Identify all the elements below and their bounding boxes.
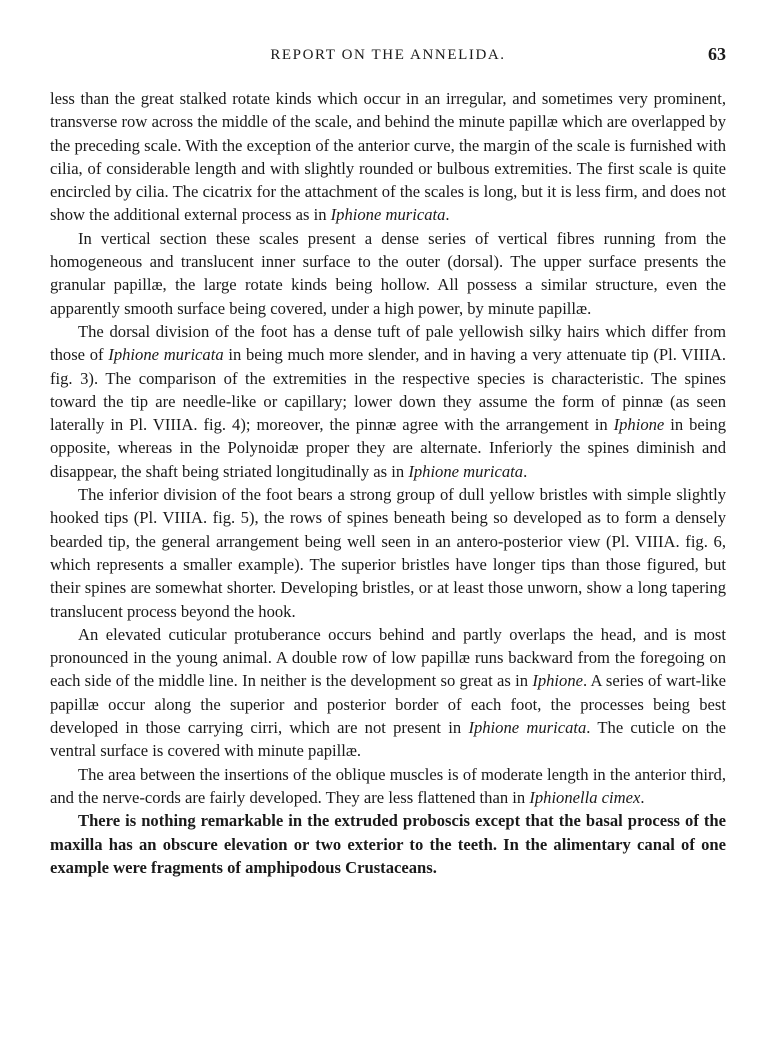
- text-run: There is nothing remarkable in the extruded proboscis except that the basal process of the maxilla has an obscure elevation or two exterior to the teeth. In the alimentary canal of one example were fragments of amphipodous Crustaceans.: [50, 811, 726, 877]
- running-title: REPORT ON THE ANNELIDA.: [270, 47, 506, 63]
- text-run: .: [523, 461, 528, 481]
- paragraph: [50, 87, 726, 227]
- text-run: .: [445, 205, 450, 225]
- text-run: In vertical section these scales present a dense series of vertical fibres running from the homogeneous and translucent inner surface to the outer (dorsal). The upper surface presents the granular papillæ, the large rotate kinds being hollow. All possess a similar structure, even the apparently smooth surface being covered, under a high power, by minute papillæ.: [50, 228, 726, 318]
- paragraph: [50, 623, 726, 763]
- italic-term: Iphione muricata: [330, 205, 446, 225]
- text-run: in being much more slender, and in having a very attenuate tip (Pl. VIIIA. fig. 3). The comparison of the extremities in the respective species is characteristic. The spines toward the tip are needle-like or capillary; lower down they assume the form of pinnæ (as seen laterally in Pl. VIIIA. fig. 4); moreover, the pinnæ agree with the arrangement in: [50, 345, 726, 435]
- text-run: An elevated cuticular protuberance occurs behind and partly overlaps the head, and is most pronounced in the young animal. A double row of low papillæ runs backward from the foregoing on each side of the middle line. In neither is the development so great as in: [50, 624, 726, 691]
- paragraph: [50, 483, 726, 623]
- text-run: . The cuticle on the ventral surface is covered with minute papillæ.: [50, 718, 726, 761]
- italic-term: Iphione muricata: [408, 461, 524, 481]
- text-run: The dorsal division of the foot has a dense tuft of pale yellowish silky hairs which differ from those of: [50, 321, 726, 365]
- italic-term: Iphione muricata: [108, 345, 224, 365]
- text-run: in being opposite, whereas in the Polynoidæ proper they are alternate. Inferiorly the spines diminish and disappear, the shaft being striated longitudinally as in: [50, 415, 726, 481]
- text-run: . A series of wart-like papillæ occur along the superior and posterior border of each foot, the processes being best developed in those carrying cirri, which are not present in: [50, 671, 726, 738]
- paragraph: [50, 320, 726, 483]
- paragraph: [50, 227, 726, 320]
- running-head: [50, 44, 726, 68]
- text-run: less than the great stalked rotate kinds which occur in an irregular, and sometimes very prominent, transverse row across the middle of the scale, and behind the minute papillæ which are overlapped by the preceding scale. With the exception of the anterior curve, the margin of the scale is furnished with cilia, of considerable length and with slightly rounded or bulbous extremities. The first scale is quite encircled by cilia. The cicatrix for the attachment of the scales is long, but it is less firm, and does not show the additional external process as in: [50, 89, 726, 225]
- italic-term: Iphione: [613, 415, 665, 435]
- paragraph: [50, 809, 726, 879]
- italic-term: Iphione muricata: [468, 718, 587, 738]
- body-text: [50, 87, 726, 879]
- page-number: 63: [708, 44, 726, 64]
- italic-term: Iphionella cimex: [529, 787, 641, 807]
- paragraph: [50, 763, 726, 810]
- text-run: .: [640, 787, 645, 807]
- text-run: The area between the insertions of the oblique muscles is of moderate length in the anterior third, and the nerve-cords are fairly developed. They are less flattened than in: [50, 764, 726, 807]
- italic-term: Iphione: [532, 671, 584, 691]
- text-run: The inferior division of the foot bears a strong group of dull yellow bristles with simple slightly hooked tips (Pl. VIIIA. fig. 5), the rows of spines beneath being so developed as to form a densely bearded tip, the general arrangement being well seen in an antero-posterior view (Pl. VIIIA. fig. 6, which represents a smaller example). The superior bristles have longer tips than those figured, but their spines are somewhat shorter. Developing bristles, or at least those unworn, show a long tapering translucent process beyond the hook.: [50, 485, 726, 621]
